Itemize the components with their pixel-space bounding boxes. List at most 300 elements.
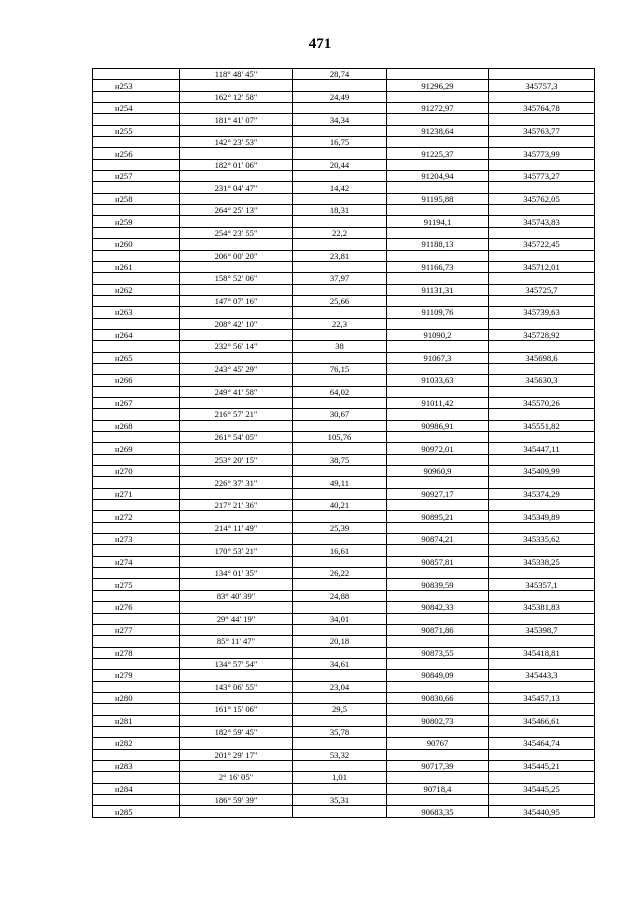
angle-cell — [180, 466, 293, 477]
point-name-cell: н266 — [93, 375, 180, 386]
x-cell — [387, 568, 489, 579]
point-row — [93, 397, 595, 408]
angle-cell — [180, 579, 293, 590]
angle-cell — [180, 602, 293, 613]
point-name-cell — [93, 749, 180, 760]
y-cell: 345349,89 — [489, 511, 595, 522]
point-name-cell — [93, 432, 180, 443]
point-name-cell — [93, 590, 180, 601]
x-cell — [387, 590, 489, 601]
point-name-cell: н265 — [93, 352, 180, 363]
point-name-cell — [93, 636, 180, 647]
x-cell: 91238,64 — [387, 125, 489, 136]
point-name-cell: н264 — [93, 329, 180, 340]
angle-cell: 182° 01' 06" — [180, 159, 293, 170]
segment-row — [93, 522, 595, 533]
point-name-cell — [93, 795, 180, 806]
distance-cell: 34,34 — [293, 114, 387, 125]
x-cell — [387, 250, 489, 261]
distance-cell: 24,88 — [293, 590, 387, 601]
segment-row — [93, 454, 595, 465]
x-cell: 91195,88 — [387, 193, 489, 204]
y-cell: 345409,99 — [489, 466, 595, 477]
point-row — [93, 647, 595, 658]
x-cell — [387, 704, 489, 715]
segment-row — [93, 477, 595, 488]
distance-cell — [293, 579, 387, 590]
point-name-cell: н254 — [93, 103, 180, 114]
distance-cell: 20,44 — [293, 159, 387, 170]
distance-cell — [293, 125, 387, 136]
point-name-cell — [93, 273, 180, 284]
angle-cell — [180, 715, 293, 726]
distance-cell — [293, 171, 387, 182]
segment-row — [93, 636, 595, 647]
y-cell: 345418,81 — [489, 647, 595, 658]
point-name-cell — [93, 69, 180, 80]
coordinates-table — [92, 68, 595, 818]
x-cell — [387, 681, 489, 692]
x-cell: 90839,59 — [387, 579, 489, 590]
y-cell: 345551,82 — [489, 420, 595, 431]
y-cell — [489, 318, 595, 329]
x-cell: 91225,37 — [387, 148, 489, 159]
angle-cell — [180, 624, 293, 635]
point-name-cell — [93, 613, 180, 624]
x-cell — [387, 545, 489, 556]
x-cell — [387, 658, 489, 669]
distance-cell — [293, 602, 387, 613]
y-cell: 345570,26 — [489, 397, 595, 408]
distance-cell — [293, 466, 387, 477]
distance-cell — [293, 556, 387, 567]
angle-cell: 134° 01' 35" — [180, 568, 293, 579]
y-cell — [489, 182, 595, 193]
x-cell: 91067,3 — [387, 352, 489, 363]
x-cell: 90972,01 — [387, 443, 489, 454]
point-name-cell — [93, 522, 180, 533]
segment-row — [93, 341, 595, 352]
x-cell: 90857,81 — [387, 556, 489, 567]
distance-cell — [293, 80, 387, 91]
angle-cell: 142° 23' 53" — [180, 137, 293, 148]
point-row — [93, 193, 595, 204]
angle-cell: 147° 07' 16" — [180, 295, 293, 306]
segment-row — [93, 69, 595, 80]
segment-row — [93, 409, 595, 420]
angle-cell: 232° 56' 14" — [180, 341, 293, 352]
point-row — [93, 103, 595, 114]
segment-row — [93, 613, 595, 624]
x-cell — [387, 726, 489, 737]
point-name-cell — [93, 114, 180, 125]
x-cell: 91011,42 — [387, 397, 489, 408]
angle-cell: 134° 57' 54" — [180, 658, 293, 669]
angle-cell — [180, 239, 293, 250]
y-cell — [489, 772, 595, 783]
segment-row — [93, 182, 595, 193]
distance-cell: 22,3 — [293, 318, 387, 329]
segment-row — [93, 795, 595, 806]
point-row — [93, 602, 595, 613]
point-name-cell: н257 — [93, 171, 180, 182]
point-name-cell: н267 — [93, 397, 180, 408]
point-name-cell — [93, 182, 180, 193]
distance-cell: 28,74 — [293, 69, 387, 80]
distance-cell: 24,49 — [293, 91, 387, 102]
x-cell: 90873,55 — [387, 647, 489, 658]
x-cell: 91131,31 — [387, 284, 489, 295]
y-cell: 345445,21 — [489, 760, 595, 771]
y-cell — [489, 568, 595, 579]
point-name-cell — [93, 545, 180, 556]
point-name-cell — [93, 409, 180, 420]
x-cell — [387, 91, 489, 102]
x-cell — [387, 454, 489, 465]
angle-cell: 162° 12' 58" — [180, 91, 293, 102]
segment-row — [93, 726, 595, 737]
x-cell: 91194,1 — [387, 216, 489, 227]
distance-cell — [293, 715, 387, 726]
x-cell — [387, 273, 489, 284]
angle-cell: 161° 15' 06" — [180, 704, 293, 715]
distance-cell: 16,75 — [293, 137, 387, 148]
y-cell: 345457,13 — [489, 692, 595, 703]
point-name-cell: н259 — [93, 216, 180, 227]
distance-cell: 34,01 — [293, 613, 387, 624]
point-name-cell: н270 — [93, 466, 180, 477]
segment-row — [93, 295, 595, 306]
distance-cell — [293, 239, 387, 250]
distance-cell — [293, 397, 387, 408]
point-name-cell: н284 — [93, 783, 180, 794]
x-cell: 91296,29 — [387, 80, 489, 91]
point-row — [93, 375, 595, 386]
angle-cell — [180, 284, 293, 295]
y-cell: 345338,25 — [489, 556, 595, 567]
page-number: 471 — [308, 36, 332, 52]
point-name-cell: н282 — [93, 738, 180, 749]
y-cell: 345763,77 — [489, 125, 595, 136]
x-cell — [387, 432, 489, 443]
point-name-cell: н271 — [93, 488, 180, 499]
distance-cell: 35,31 — [293, 795, 387, 806]
segment-row — [93, 681, 595, 692]
x-cell — [387, 772, 489, 783]
distance-cell: 16,61 — [293, 545, 387, 556]
angle-cell — [180, 397, 293, 408]
point-row — [93, 148, 595, 159]
x-cell — [387, 500, 489, 511]
distance-cell: 34,61 — [293, 658, 387, 669]
distance-cell: 38 — [293, 341, 387, 352]
point-name-cell: н276 — [93, 602, 180, 613]
point-name-cell: н281 — [93, 715, 180, 726]
point-row — [93, 466, 595, 477]
distance-cell: 1,01 — [293, 772, 387, 783]
distance-cell: 25,66 — [293, 295, 387, 306]
distance-cell — [293, 647, 387, 658]
angle-cell: 2° 16' 05" — [180, 772, 293, 783]
angle-cell: 170° 53' 21" — [180, 545, 293, 556]
angle-cell — [180, 420, 293, 431]
point-name-cell: н272 — [93, 511, 180, 522]
angle-cell — [180, 352, 293, 363]
distance-cell: 25,39 — [293, 522, 387, 533]
y-cell: 345725,7 — [489, 284, 595, 295]
segment-row — [93, 137, 595, 148]
point-name-cell: н273 — [93, 534, 180, 545]
y-cell — [489, 273, 595, 284]
angle-cell: 231° 04' 47" — [180, 182, 293, 193]
distance-cell — [293, 670, 387, 681]
y-cell: 345773,27 — [489, 171, 595, 182]
y-cell — [489, 250, 595, 261]
x-cell — [387, 409, 489, 420]
distance-cell: 105,76 — [293, 432, 387, 443]
x-cell: 91090,2 — [387, 329, 489, 340]
point-row — [93, 692, 595, 703]
angle-cell — [180, 806, 293, 817]
point-row — [93, 511, 595, 522]
angle-cell: 85° 11' 47" — [180, 636, 293, 647]
distance-cell: 37,97 — [293, 273, 387, 284]
distance-cell: 40,21 — [293, 500, 387, 511]
point-row — [93, 556, 595, 567]
point-name-cell: н283 — [93, 760, 180, 771]
distance-cell — [293, 511, 387, 522]
point-row — [93, 443, 595, 454]
angle-cell: 261° 54' 05" — [180, 432, 293, 443]
angle-cell: 182° 59' 45" — [180, 726, 293, 737]
distance-cell: 53,32 — [293, 749, 387, 760]
angle-cell — [180, 738, 293, 749]
point-name-cell — [93, 704, 180, 715]
y-cell: 345722,45 — [489, 239, 595, 250]
point-name-cell — [93, 568, 180, 579]
angle-cell — [180, 329, 293, 340]
angle-cell — [180, 534, 293, 545]
point-name-cell: н255 — [93, 125, 180, 136]
x-cell: 91272,97 — [387, 103, 489, 114]
point-row — [93, 80, 595, 91]
point-name-cell: н280 — [93, 692, 180, 703]
distance-cell: 38,75 — [293, 454, 387, 465]
x-cell — [387, 363, 489, 374]
y-cell — [489, 704, 595, 715]
segment-row — [93, 363, 595, 374]
y-cell — [489, 114, 595, 125]
angle-cell: 217° 21' 36" — [180, 500, 293, 511]
x-cell: 90802,73 — [387, 715, 489, 726]
point-row — [93, 307, 595, 318]
angle-cell — [180, 647, 293, 658]
y-cell — [489, 363, 595, 374]
point-name-cell: н275 — [93, 579, 180, 590]
y-cell — [489, 432, 595, 443]
point-name-cell — [93, 681, 180, 692]
angle-cell — [180, 443, 293, 454]
angle-cell — [180, 80, 293, 91]
x-cell: 90718,4 — [387, 783, 489, 794]
distance-cell — [293, 103, 387, 114]
point-row — [93, 329, 595, 340]
y-cell — [489, 681, 595, 692]
segment-row — [93, 114, 595, 125]
y-cell: 345357,1 — [489, 579, 595, 590]
angle-cell: 226° 37' 31" — [180, 477, 293, 488]
point-name-cell: н262 — [93, 284, 180, 295]
x-cell: 90842,33 — [387, 602, 489, 613]
distance-cell — [293, 216, 387, 227]
segment-row — [93, 250, 595, 261]
y-cell: 345630,3 — [489, 375, 595, 386]
y-cell: 345381,83 — [489, 602, 595, 613]
angle-cell — [180, 783, 293, 794]
segment-row — [93, 159, 595, 170]
y-cell: 345698,6 — [489, 352, 595, 363]
x-cell: 90871,86 — [387, 624, 489, 635]
y-cell: 345773,99 — [489, 148, 595, 159]
angle-cell: 206° 00' 20" — [180, 250, 293, 261]
segment-row — [93, 545, 595, 556]
x-cell — [387, 318, 489, 329]
point-name-cell: н258 — [93, 193, 180, 204]
segment-row — [93, 568, 595, 579]
distance-cell — [293, 806, 387, 817]
distance-cell: 49,11 — [293, 477, 387, 488]
segment-row — [93, 500, 595, 511]
x-cell: 91204,94 — [387, 171, 489, 182]
distance-cell — [293, 193, 387, 204]
distance-cell: 20,18 — [293, 636, 387, 647]
segment-row — [93, 386, 595, 397]
segment-row — [93, 704, 595, 715]
y-cell — [489, 69, 595, 80]
x-cell: 90986,91 — [387, 420, 489, 431]
point-row — [93, 670, 595, 681]
x-cell — [387, 386, 489, 397]
point-row — [93, 715, 595, 726]
distance-cell — [293, 284, 387, 295]
point-name-cell — [93, 205, 180, 216]
y-cell — [489, 454, 595, 465]
angle-cell — [180, 511, 293, 522]
x-cell: 90927,17 — [387, 488, 489, 499]
point-name-cell — [93, 159, 180, 170]
point-name-cell: н260 — [93, 239, 180, 250]
distance-cell: 14,42 — [293, 182, 387, 193]
point-name-cell — [93, 477, 180, 488]
segment-row — [93, 590, 595, 601]
y-cell: 345712,01 — [489, 261, 595, 272]
point-name-cell: н277 — [93, 624, 180, 635]
point-name-cell — [93, 341, 180, 352]
point-name-cell — [93, 363, 180, 374]
distance-cell — [293, 307, 387, 318]
y-cell — [489, 341, 595, 352]
distance-cell: 22,2 — [293, 227, 387, 238]
angle-cell — [180, 307, 293, 318]
point-name-cell: н279 — [93, 670, 180, 681]
distance-cell: 30,67 — [293, 409, 387, 420]
point-name-cell — [93, 250, 180, 261]
segment-row — [93, 318, 595, 329]
x-cell — [387, 227, 489, 238]
distance-cell — [293, 261, 387, 272]
angle-cell: 158° 52' 06" — [180, 273, 293, 284]
angle-cell — [180, 171, 293, 182]
point-name-cell: н285 — [93, 806, 180, 817]
distance-cell — [293, 352, 387, 363]
angle-cell: 264° 25' 13" — [180, 205, 293, 216]
angle-cell: 249° 41' 58" — [180, 386, 293, 397]
segment-row — [93, 91, 595, 102]
point-row — [93, 261, 595, 272]
distance-cell: 18,31 — [293, 205, 387, 216]
point-name-cell: н263 — [93, 307, 180, 318]
y-cell — [489, 386, 595, 397]
point-name-cell: н261 — [93, 261, 180, 272]
x-cell — [387, 295, 489, 306]
point-name-cell — [93, 772, 180, 783]
angle-cell — [180, 148, 293, 159]
segment-row — [93, 273, 595, 284]
point-row — [93, 125, 595, 136]
x-cell: 90683,35 — [387, 806, 489, 817]
x-cell — [387, 137, 489, 148]
y-cell — [489, 590, 595, 601]
y-cell — [489, 636, 595, 647]
point-row — [93, 488, 595, 499]
y-cell — [489, 795, 595, 806]
point-row — [93, 783, 595, 794]
distance-cell — [293, 783, 387, 794]
angle-cell: 29° 44' 19" — [180, 613, 293, 624]
angle-cell — [180, 216, 293, 227]
point-row — [93, 216, 595, 227]
point-name-cell: н268 — [93, 420, 180, 431]
distance-cell — [293, 443, 387, 454]
distance-cell — [293, 692, 387, 703]
distance-cell — [293, 488, 387, 499]
x-cell: 90960,9 — [387, 466, 489, 477]
x-cell — [387, 795, 489, 806]
y-cell: 345728,92 — [489, 329, 595, 340]
y-cell: 345464,74 — [489, 738, 595, 749]
angle-cell — [180, 125, 293, 136]
y-cell — [489, 522, 595, 533]
y-cell — [489, 295, 595, 306]
x-cell — [387, 69, 489, 80]
point-name-cell — [93, 386, 180, 397]
y-cell: 345447,11 — [489, 443, 595, 454]
point-name-cell: н253 — [93, 80, 180, 91]
point-name-cell: н256 — [93, 148, 180, 159]
y-cell — [489, 500, 595, 511]
angle-cell: 118° 48' 45" — [180, 69, 293, 80]
y-cell: 345757,3 — [489, 80, 595, 91]
segment-row — [93, 749, 595, 760]
y-cell: 345440,95 — [489, 806, 595, 817]
y-cell: 345443,3 — [489, 670, 595, 681]
y-cell: 345398,7 — [489, 624, 595, 635]
x-cell: 91188,13 — [387, 239, 489, 250]
x-cell: 90767 — [387, 738, 489, 749]
point-name-cell — [93, 318, 180, 329]
x-cell — [387, 205, 489, 216]
angle-cell — [180, 375, 293, 386]
